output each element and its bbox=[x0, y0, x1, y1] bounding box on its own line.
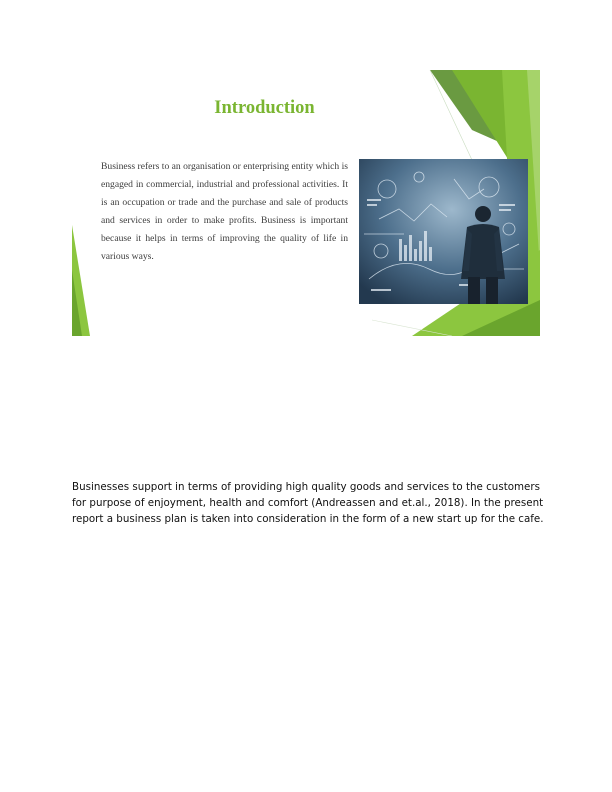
body-paragraph: Businesses support in terms of providing high quality goods and services to the customers for purpose of enjoyment, health and comfort (Andreassen and et.al., 2018). In the present report a business plan is taken into consideration in the form of a new start up for the cafe. bbox=[72, 481, 544, 526]
businessman-data-icon bbox=[359, 159, 528, 304]
slide-title: Introduction bbox=[214, 98, 315, 118]
slide-body-text: Business refers to an organisation or enterprising entity which is engaged in commercial, industrial and professional activities. It is an occupation or trade and the purchase and sale of products and services in order to make profits. Business is important because it helps in terms of improving the quality of life in various ways. bbox=[101, 161, 348, 263]
intro-slide bbox=[72, 70, 540, 336]
